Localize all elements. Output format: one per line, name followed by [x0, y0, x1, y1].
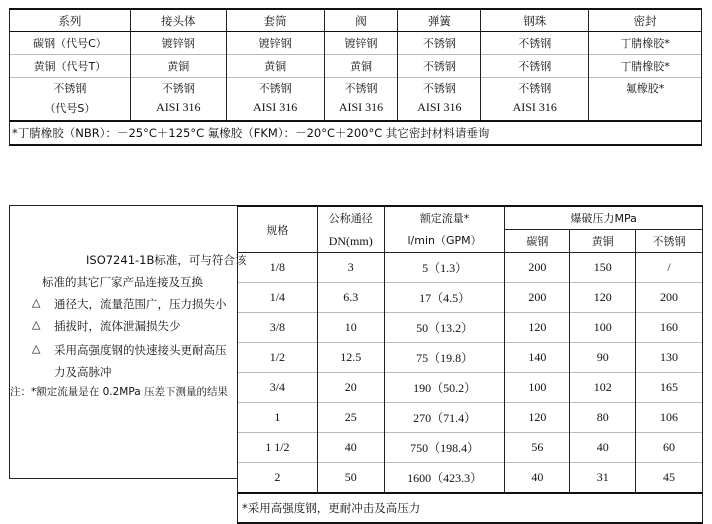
cell: 200 [636, 283, 703, 313]
cell: 10 [317, 313, 384, 343]
cell: 750（198.4） [384, 433, 505, 463]
cell: 不锈钢 [324, 78, 398, 101]
cell: 丁腈橡胶* [589, 55, 702, 78]
cell: 31 [570, 463, 636, 494]
feature-text: 插拔时，流体泄漏损失少 [54, 319, 181, 333]
cell: 80 [570, 403, 636, 433]
cell: 不锈钢 [398, 55, 481, 78]
cell: 不锈钢 [481, 32, 589, 55]
cell: 150 [570, 253, 636, 283]
cell: 不锈钢 [398, 32, 481, 55]
cell: 45 [636, 463, 703, 494]
table-row [238, 283, 703, 313]
cell: 不锈钢 [398, 78, 481, 101]
header-flow-line2: l/min（GPM） [407, 233, 482, 247]
header-body: 接头体 [130, 9, 226, 32]
spec-note-row [238, 493, 703, 523]
cell: 碳钢（代号C） [10, 32, 131, 55]
cell: 3/8 [238, 313, 318, 343]
header-ball: 钢珠 [481, 9, 589, 32]
header-dn-line1: 公称通径 [328, 211, 373, 225]
table-row [238, 313, 703, 343]
materials-footnote-row [10, 121, 702, 145]
triangle-icon: △ [32, 342, 41, 355]
cell: 40 [505, 463, 570, 494]
cell: 270（71.4） [384, 403, 505, 433]
cell: 20 [317, 373, 384, 403]
cell: 60 [636, 433, 703, 463]
triangle-icon: △ [32, 318, 41, 331]
cell: 50 [317, 463, 384, 494]
cell [589, 100, 702, 121]
header-dn-line2: DN(mm) [328, 233, 373, 248]
cell: 100 [505, 373, 570, 403]
materials-header-row [10, 9, 702, 32]
cell: 5（1.3） [384, 253, 505, 283]
header-flow-line1: 额定流量* [419, 211, 470, 225]
table-row [10, 55, 702, 78]
cell: 160 [636, 313, 703, 343]
cell: （代号S） [10, 100, 131, 121]
cell: 140 [505, 343, 570, 373]
cell: 1/8 [238, 253, 318, 283]
table-row [10, 32, 702, 55]
cell: 40 [570, 433, 636, 463]
spec-header-row [238, 206, 703, 230]
table-row [10, 100, 702, 121]
feature-text-continued: 力及高脉冲 [54, 365, 112, 379]
cell: 1/4 [238, 283, 318, 313]
cell: 50（13.2） [384, 313, 505, 343]
cell: 1/2 [238, 343, 318, 373]
cell: 40 [317, 433, 384, 463]
cell: 不锈钢 [226, 78, 324, 101]
cell: 1600（423.3） [384, 463, 505, 494]
cell: AISI 316 [481, 100, 589, 121]
cell: AISI 316 [130, 100, 226, 121]
cell: 黄铜（代号T） [10, 55, 131, 78]
cell: 不锈钢 [10, 78, 131, 101]
spec-note: *采用高强度钢，更耐冲击及高压力 [238, 493, 703, 523]
header-dn [317, 206, 384, 253]
cell: 6.3 [317, 283, 384, 313]
header-series: 系列 [10, 9, 131, 32]
cell: 12.5 [317, 343, 384, 373]
subheader-carbon: 碳钢 [505, 230, 570, 253]
table-row [238, 253, 703, 283]
intro-line-2: 标准的其它厂家产品连接及互换 [42, 275, 203, 289]
cell: 丁腈橡胶* [589, 32, 702, 55]
spec-table [237, 205, 703, 524]
subheader-brass: 黄铜 [570, 230, 636, 253]
cell: 120 [505, 313, 570, 343]
cell: 1 1/2 [238, 433, 318, 463]
feature-text: 通径大，流量范围广，压力损失小 [54, 297, 227, 311]
materials-table [9, 8, 702, 146]
triangle-icon: △ [32, 296, 41, 309]
cell: 黄铜 [130, 55, 226, 78]
table-row [238, 463, 703, 494]
header-flow [384, 206, 505, 253]
header-size: 规格 [238, 206, 318, 253]
cell: 不锈钢 [481, 55, 589, 78]
materials-footnote: *丁腈橡胶（NBR）：－25°C＋125°C 氟橡胶（FKM）：－20°C＋200°C 其它密封材料请垂询 [10, 121, 702, 145]
cell: 106 [636, 403, 703, 433]
cell: 25 [317, 403, 384, 433]
cell: 2 [238, 463, 318, 494]
cell: 120 [570, 283, 636, 313]
header-seal: 密封 [589, 9, 702, 32]
header-burst: 爆破压力MPa [505, 206, 703, 230]
cell: / [636, 253, 703, 283]
cell: 200 [505, 253, 570, 283]
table-row [238, 343, 703, 373]
cell: 黄铜 [226, 55, 324, 78]
cell: AISI 316 [324, 100, 398, 121]
cell: 190（50.2） [384, 373, 505, 403]
cell: 120 [505, 403, 570, 433]
table-row [10, 78, 702, 101]
subheader-stainless: 不锈钢 [636, 230, 703, 253]
cell: 不锈钢 [481, 78, 589, 101]
cell: 75（19.8） [384, 343, 505, 373]
cell: 镀锌钢 [226, 32, 324, 55]
cell: 1 [238, 403, 318, 433]
table-row [238, 373, 703, 403]
cell: AISI 316 [398, 100, 481, 121]
intro-line-1: ISO7241-1B标准，可与符合该 [86, 253, 247, 267]
cell: 90 [570, 343, 636, 373]
header-valve: 阀 [324, 9, 398, 32]
cell: 17（4.5） [384, 283, 505, 313]
cell: AISI 316 [226, 100, 324, 121]
features-panel [9, 205, 247, 479]
table-row [238, 403, 703, 433]
feature-text: 采用高强度钢的快速接头更耐高压 [54, 343, 227, 357]
cell: 黄铜 [324, 55, 398, 78]
cell: 165 [636, 373, 703, 403]
cell: 56 [505, 433, 570, 463]
cell: 100 [570, 313, 636, 343]
cell: 130 [636, 343, 703, 373]
header-sleeve: 套筒 [226, 9, 324, 32]
cell: 镀锌钢 [324, 32, 398, 55]
cell: 不锈钢 [130, 78, 226, 101]
cell: 3 [317, 253, 384, 283]
cell: 镀锌钢 [130, 32, 226, 55]
cell: 200 [505, 283, 570, 313]
cell: 氟橡胶* [589, 78, 702, 101]
cell: 102 [570, 373, 636, 403]
cell: 3/4 [238, 373, 318, 403]
flow-note: 注：*额定流量是在 0.2MPa 压差下测量的结果 [10, 386, 228, 398]
header-spring: 弹簧 [398, 9, 481, 32]
table-row [238, 433, 703, 463]
